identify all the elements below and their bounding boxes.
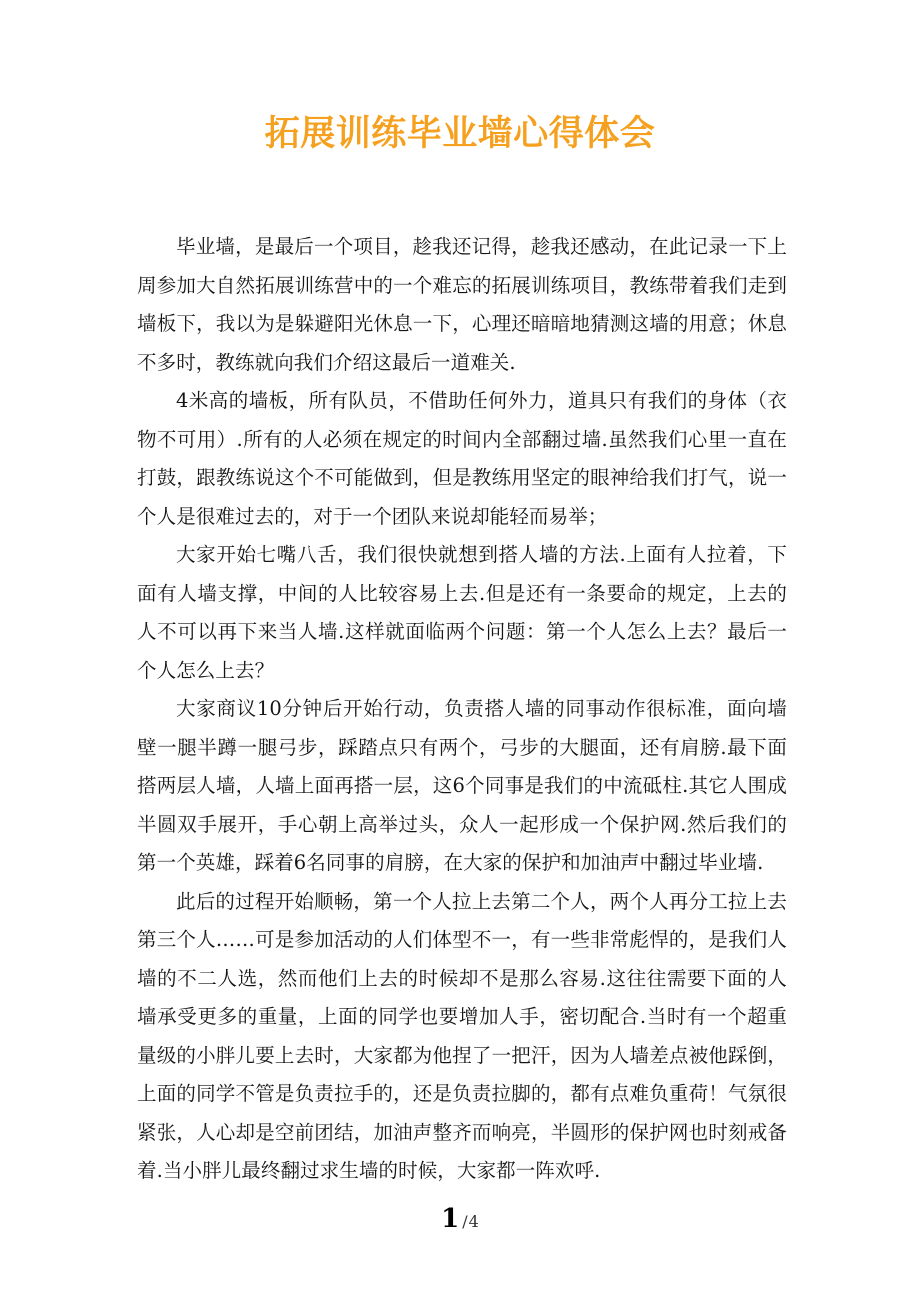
document-body [137,228,787,1191]
paragraph: 毕业墙，是最后一个项目，趁我还记得，趁我还感动，在此记录一下上周参加大自然拓展训练营中的一个难忘的拓展训练项目，教练带着我们走到墙板下，我以为是躲避阳光休息一下，心理还暗暗地猜测这墙的用意；休息不多时，教练就向我们介绍这最后一道难关. [137,235,787,374]
paragraph: 大家商议10分钟后开始行动，负责搭人墙的同事动作很标准，面向墙壁一腿半蹲一腿弓步，踩踏点只有两个，弓步的大腿面，还有肩膀.最下面搭两层人墙，人墙上面再搭一层，这6个同事是我们的中流砥柱.其它人围成半圆双手展开，手心朝上高举过头，众人一起形成一个保护网.然后我们的第一个英雄，踩着6名同事的肩膀，在大家的保护和加油声中翻过毕业墙. [137,697,787,874]
page-title: 拓展训练毕业墙心得体会 [264,114,656,154]
current-page-number: 1 [441,1204,460,1234]
page-separator: / [462,1212,468,1231]
paragraph: 4米高的墙板，所有队员，不借助任何外力，道具只有我们的身体（衣物不可用）.所有的人必须在规定的时间内全部翻过墙.虽然我们心里一直在打鼓，跟教练说这个不可能做到，但是教练用坚定的眼神给我们打气，说一个人是很难过去的，对于一个团队来说却能轻而易举； [137,389,787,528]
paragraph: 此后的过程开始顺畅，第一个人拉上去第二个人，两个人再分工拉上去第三个人……可是参加活动的人们体型不一，有一些非常彪悍的，是我们人墙的不二人选，然而他们上去的时候却不是那么容易.这往往需要下面的人墙承受更多的重量，上面的同学也要增加人手，密切配合.当时有一个超重量级的小胖儿要上去时，大家都为他捏了一把汗，因为人墙差点被他踩倒，上面的同学不管是负责拉手的，还是负责拉脚的，都有点难负重荷！气氛很紧张，人心却是空前团结，加油声整齐而响亮，半圆形的保护网也时刻戒备着.当小胖儿最终翻过求生墙的时候，大家都一阵欢呼. [137,889,787,1182]
page-footer [0,1206,920,1232]
paragraph: 大家开始七嘴八舌，我们很快就想到搭人墙的方法.上面有人拉着，下面有人墙支撑，中间的人比较容易上去.但是还有一条要命的规定，上去的人不可以再下来当人墙.这样就面临两个问题：第一个人怎么上去？最后一个人怎么上去？ [137,543,787,682]
total-page-count: 4 [468,1212,479,1231]
